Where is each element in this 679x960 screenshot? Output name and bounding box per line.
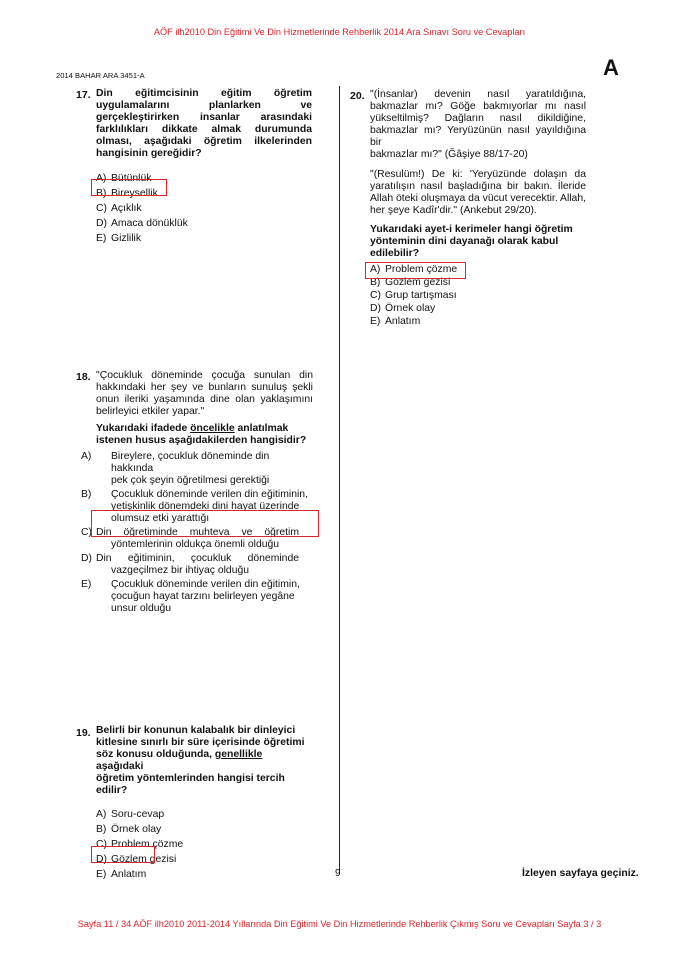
option-b: B) Bireysellik (96, 188, 158, 199)
question-number: 17. (76, 89, 91, 101)
question-prompt-line: istenen husus aşağıdakilerden hangisidir? (96, 435, 307, 446)
question-stem-line: hangisinin gereğidir? (96, 148, 202, 159)
option-c: C) Grup tartışması (370, 290, 457, 301)
question-20 (370, 89, 586, 328)
column-divider (339, 86, 340, 874)
question-stem-line: bakmazlar mı?" (Ğâşiye 88/17-20) (370, 149, 528, 160)
question-stem-line: "Çocukluk döneminde çocuğa sunulan din (96, 370, 313, 381)
option-e: E) Anlatım (370, 316, 421, 327)
option-d: D) Amaca dönüklük (96, 218, 188, 229)
option-e: E) Anlatım (96, 869, 147, 880)
question-stem-line: her şeye Kadîr'dir." (Ankebut 29/20). (370, 205, 537, 216)
option-a: A) Soru-cevap (96, 809, 165, 820)
answer-highlight-box (91, 846, 155, 863)
answer-highlight-box (365, 262, 466, 279)
question-prompt-line: edilebilir? (370, 248, 420, 259)
question-stem-line: uygulamalarını planlarken ve (96, 100, 312, 111)
document-footer (0, 919, 679, 929)
question-stem-line: yaratılışın nasıl başladığına bir bakın. İleride (370, 181, 586, 192)
question-stem-line: onun ileriki yaşamında dine olan yaklaşımını (96, 394, 313, 405)
question-prompt-line: söz konusu olduğunda, genellikle aşağıdaki (96, 749, 263, 772)
question-17 (96, 88, 312, 245)
booklet-letter: A (603, 55, 619, 80)
exam-code: 2014 BAHAR ARA 3451-A (56, 71, 145, 80)
question-prompt-line: Belirli bir konunun kalabalık bir dinleyici (96, 725, 296, 736)
option-e: E) Çocukluk döneminde verilen din eğitimin, çocuğun hayat tarzını belirleyen yegâne unsur olduğu (81, 579, 300, 614)
option-a: A) Problem çözme (370, 264, 458, 275)
next-page-note: İzleyen sayfaya geçiniz. (522, 868, 639, 879)
answer-highlight-box (91, 510, 319, 537)
question-number: 18. (76, 371, 91, 383)
option-c: C) Problem çözme (96, 839, 184, 850)
question-prompt-line: kitlesine sınırlı bir süre içerisinde öğretimi (96, 737, 305, 748)
answer-highlight-box (91, 179, 167, 196)
question-stem-line: bakmazlar mı? Göğe bakmıyorlar mı nasıl (370, 101, 586, 112)
question-stem-line: farklılıkları dikkate almak durumunda (96, 124, 312, 135)
question-stem-line: hakkındaki her şey ve bunların sunuluş şekli (96, 382, 313, 393)
option-b: B) Çocukluk döneminde verilen din eğitiminin, yetişkinlik dönemdeki dini hayat üzerinde olumsuz etki yarattığı (81, 489, 308, 524)
footer-page-left: Sayfa 11 / 34 (77, 919, 132, 929)
option-d: D) Örnek olay (370, 303, 436, 314)
question-prompt-line: yönteminin dini dayanağı olarak kabul (370, 236, 559, 247)
option-a: A) Bireylere, çocukluk döneminde din hakkında pek çok şeyin öğretilmesi gerektiği (81, 451, 270, 486)
question-number: 19. (76, 727, 91, 739)
option-a: A) Bütünlük (96, 173, 152, 184)
question-prompt-line: edilir? (96, 785, 128, 796)
question-prompt: Yukarıdaki ifadede öncelikle anlatılmak (96, 423, 289, 434)
option-b: B) Örnek olay (96, 824, 162, 835)
option-d: D) Din eğitiminin, çocukluk döneminde vazgeçilmez bir ihtiyaç olduğu (81, 553, 299, 576)
question-stem-line: gerçekleştirirken insanlar arasındaki (96, 112, 312, 123)
question-stem-line: bakmazlar mı? Yeryüzünün nasıl yayıldığına bir (370, 125, 586, 148)
question-stem-line: "(İnsanlar) devenin nasıl yaratıldığına, (370, 89, 586, 100)
question-prompt-line: Yukarıdaki ayet-i kerimeler hangi öğretim (370, 224, 573, 235)
option-b: B) Gözlem gezisi (370, 277, 451, 288)
question-stem-line: yükseltilmiş? Dağların nasıl dikildiğine, (370, 113, 586, 124)
footer-page-right: Sayfa 3 / 3 (557, 919, 602, 929)
question-prompt-line: öğretim yöntemlerinden hangisi tercih (96, 773, 285, 784)
question-number: 20. (350, 90, 365, 102)
option-c: C) Din öğretiminde muhteva ve öğretim yöntemlerinin oldukça önemli olduğu (81, 527, 299, 550)
question-stem-line: Allah öteki oluşmaya da vücut verecektir. Allah, (370, 193, 587, 204)
option-e: E) Gizlilik (96, 233, 142, 244)
question-stem-line: belirleyici etkiler yapar." (96, 406, 205, 417)
question-stem-line: Din eğitimcisinin eğitim öğretim (96, 88, 312, 99)
footer-title: AÖF ilh2010 2011-2014 Yıllarında Din Eğitimi Ve Din Hizmetlerinde Rehberlik Çıkmış Soru ve Cevapları (133, 919, 555, 929)
document-header: AÖF ilh2010 Din Eğitimi Ve Din Hizmetlerinde Rehberlik 2014 Ara Sınavı Soru ve Cevapları (153, 27, 526, 37)
question-stem-line: olması, aşağıdaki öğretim ilkelerinden (96, 136, 312, 147)
question-stem-line: "(Resulüm!) De ki: 'Yeryüzünde dolaşın da (370, 169, 586, 180)
option-d: D) Gözlem gezisi (96, 854, 177, 865)
option-c: C) Açıklık (96, 203, 142, 214)
page-number: 9 (335, 868, 341, 879)
